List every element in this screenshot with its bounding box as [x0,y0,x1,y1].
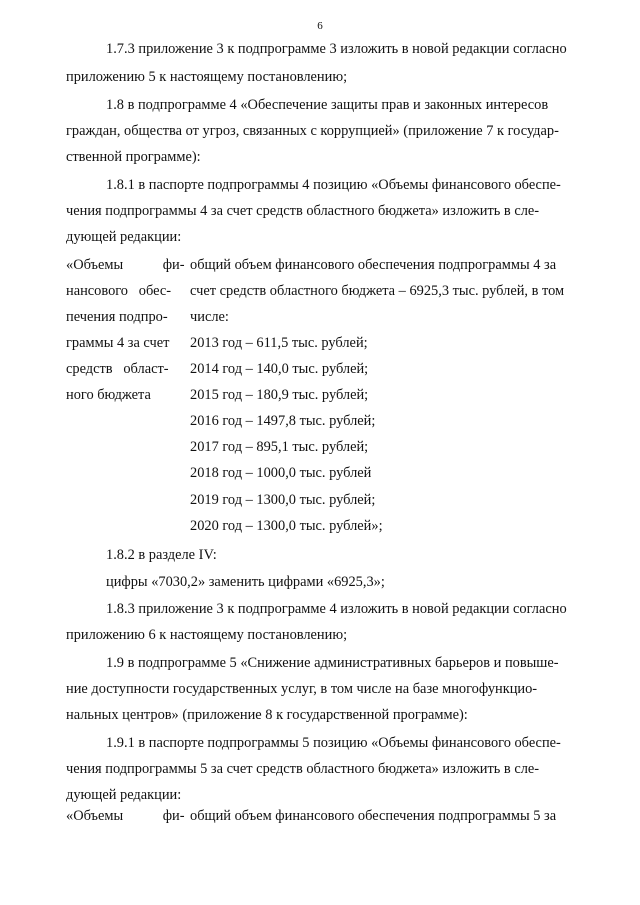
table-value-line: 2013 год – 611,5 тыс. рублей; [190,335,368,351]
table-value-line: 2019 год – 1300,0 тыс. рублей; [190,492,376,508]
text-line: граждан, общества от угроз, связанных с коррупцией» (приложение 7 к государ- [66,124,559,139]
table-label-line: «Объемы фи- [66,257,185,273]
text-line: 1.8 в подпрограмме 4 «Обеспечение защиты прав и законных интересов [106,98,549,113]
table-label-line: нансового обес- [66,283,172,299]
table-label-line: печения подпро- [66,309,168,325]
text-line: 1.8.3 приложение 3 к подпрограмме 4 изложить в новой редакции согласно [106,602,567,617]
table-value-line: 2018 год – 1000,0 тыс. рублей [190,465,372,481]
table-label-line: граммы 4 за счет [66,335,170,351]
text-line: дующей редакции: [66,229,182,245]
text-line: ние доступности государственных услуг, в том числе на базе многофункцио- [66,682,538,697]
text-line: 1.8.1 в паспорте подпрограммы 4 позицию «Объемы финансового обеспе- [106,178,561,193]
table-value-line: числе: [190,309,229,325]
text-line: 1.8.2 в разделе IV: [106,547,217,563]
table-value-line: 2017 год – 895,1 тыс. рублей; [190,439,369,455]
table-label-line: «Объемы фи- [66,808,185,824]
text-line: 1.9 в подпрограмме 5 «Снижение административных барьеров и повыше- [106,656,559,671]
text-line: ственной программе): [66,149,201,165]
table-value-line: общий объем финансового обеспечения подпрограммы 4 за [190,257,557,273]
table-value-line: 2014 год – 140,0 тыс. рублей; [190,361,369,377]
table-value-line: 2015 год – 180,9 тыс. рублей; [190,387,369,403]
table-value-line: счет средств областного бюджета – 6925,3 тыс. рублей, в том [190,283,565,299]
text-line: цифры «7030,2» заменить цифрами «6925,3»; [106,574,385,590]
text-line: 1.9.1 в паспорте подпрограммы 5 позицию «Объемы финансового обеспе- [106,736,561,751]
table-label-line: ного бюджета [66,387,151,403]
text-line: нальных центров» (приложение 8 к государственной программе): [66,707,468,723]
table-value-line: общий объем финансового обеспечения подпрограммы 5 за [190,808,557,824]
text-line: 1.7.3 приложение 3 к подпрограмме 3 изложить в новой редакции согласно [106,42,567,57]
text-line: приложению 6 к настоящему постановлению; [66,627,348,643]
text-line: дующей редакции: [66,787,182,803]
table-label-line: средств област- [66,361,169,377]
text-line: чения подпрограммы 5 за счет средств областного бюджета» изложить в сле- [66,762,540,777]
table-value-line: 2020 год – 1300,0 тыс. рублей»; [190,518,383,534]
page-number: 6 [317,20,323,32]
table-value-line: 2016 год – 1497,8 тыс. рублей; [190,413,376,429]
text-line: приложению 5 к настоящему постановлению; [66,69,348,85]
text-line: чения подпрограммы 4 за счет средств областного бюджета» изложить в сле- [66,204,540,219]
